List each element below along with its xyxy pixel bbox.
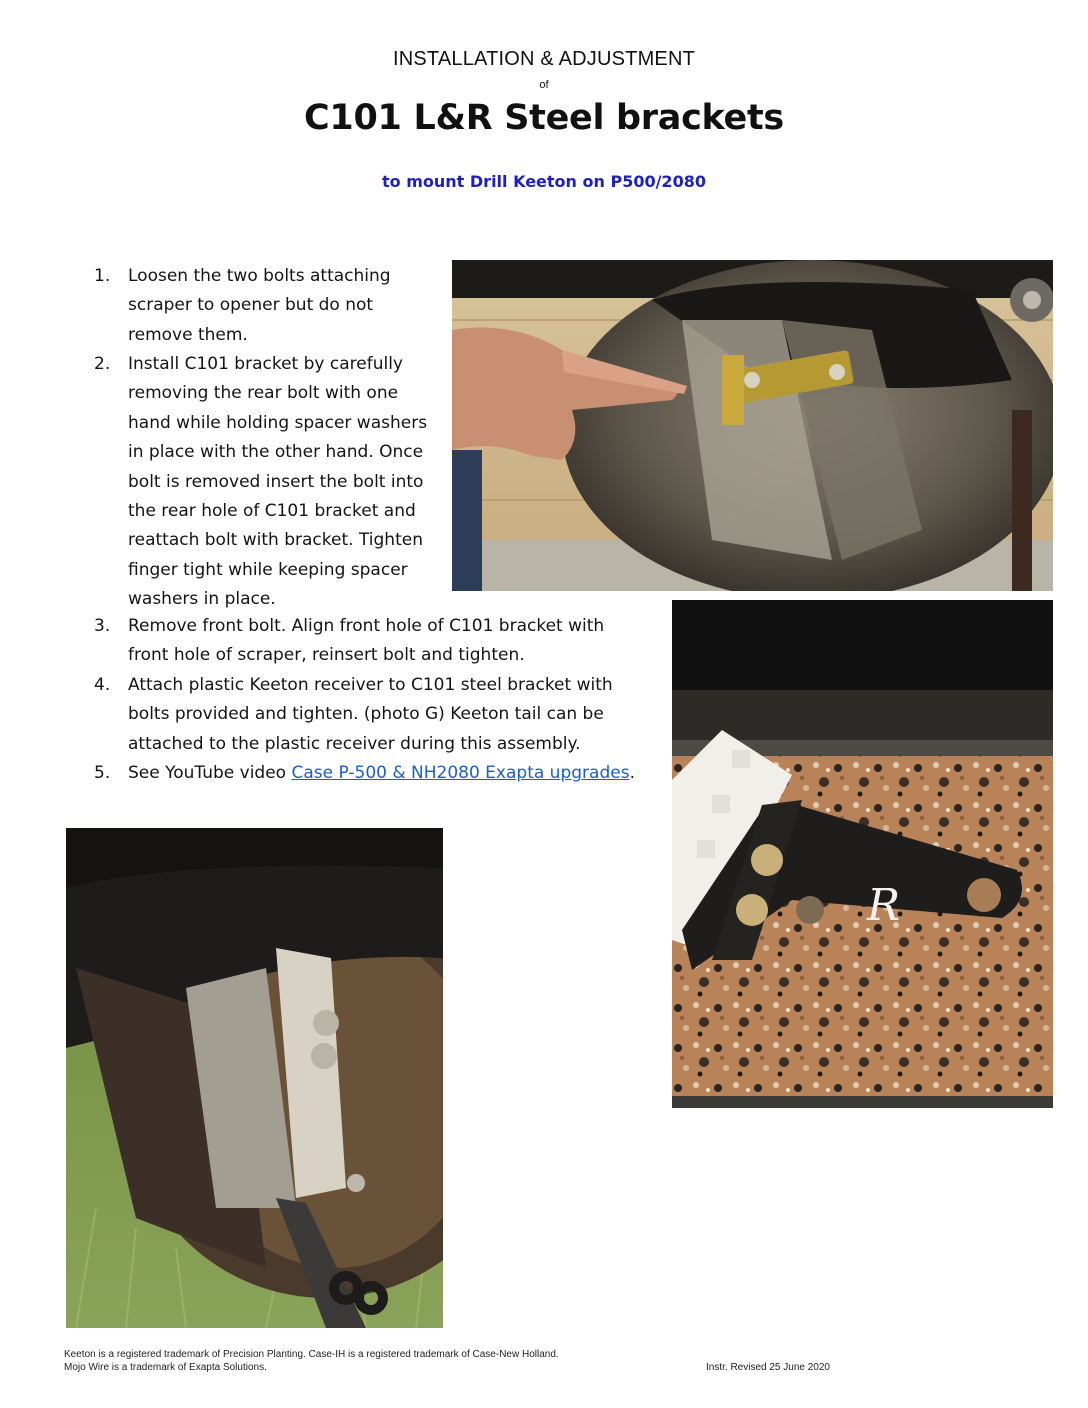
step-number: 4.: [94, 675, 111, 695]
step-line: front hole of scraper, reinsert bolt and tighten.: [128, 645, 525, 666]
step-line: bolts provided and tighten. (photo G) Keeton tail can be: [128, 704, 604, 725]
footer-line: Keeton is a registered trademark of Precision Planting. Case-IH is a registered trademark of Case-New Holland.: [64, 1349, 559, 1360]
step-line: Remove front bolt. Align front hole of C101 bracket with: [128, 616, 605, 636]
step-line: bolt is removed insert the bolt into: [128, 471, 424, 492]
photo-top-image: [452, 260, 1053, 591]
step-line: removing the rear bolt with one: [128, 383, 399, 404]
step-line: finger tight while keeping spacer: [128, 559, 408, 580]
photo-top: [452, 260, 1053, 591]
photo-right: [672, 600, 1053, 1108]
step-text: .: [629, 763, 635, 783]
step-line: washers in place.: [128, 589, 276, 610]
step-line: Loosen the two bolts attaching: [128, 266, 391, 286]
step-line: attached to the plastic receiver during this assembly.: [128, 733, 581, 754]
step-line: scraper to opener but do not: [128, 295, 374, 316]
doc-kicker: INSTALLATION & ADJUSTMENT: [392, 48, 696, 70]
page-title: C101 L&R Steel brackets: [304, 98, 784, 138]
step-number: 1.: [94, 266, 111, 286]
step-line: the rear hole of C101 bracket and: [128, 501, 416, 522]
photo-bottom-image: [66, 828, 443, 1328]
step-number: 5.: [94, 763, 111, 783]
step-number: 2.: [94, 354, 111, 374]
bracket-marking: R: [867, 880, 901, 931]
step-line: remove them.: [128, 324, 248, 345]
step-text: See YouTube video: [128, 763, 292, 783]
step-line: reattach bolt with bracket. Tighten: [128, 530, 423, 551]
step-line: Attach plastic Keeton receiver to C101 steel bracket with: [128, 675, 613, 695]
footer-line: Mojo Wire is a trademark of Exapta Solutions.: [64, 1362, 267, 1373]
step-line: Install C101 bracket by carefully: [128, 354, 403, 374]
step-line: hand while holding spacer washers: [128, 412, 428, 433]
photo-bottom: [66, 828, 443, 1328]
footer-revision: Instr. Revised 25 June 2020: [706, 1362, 830, 1373]
page-subtitle: to mount Drill Keeton on P500/2080: [382, 172, 706, 191]
youtube-video-link[interactable]: Case P-500 & NH2080 Exapta upgrades: [291, 763, 630, 783]
step-number: 3.: [94, 616, 111, 636]
step-line: in place with the other hand. Once: [128, 442, 424, 463]
photo-right-image: [672, 600, 1053, 1108]
doc-of: of: [539, 79, 549, 91]
